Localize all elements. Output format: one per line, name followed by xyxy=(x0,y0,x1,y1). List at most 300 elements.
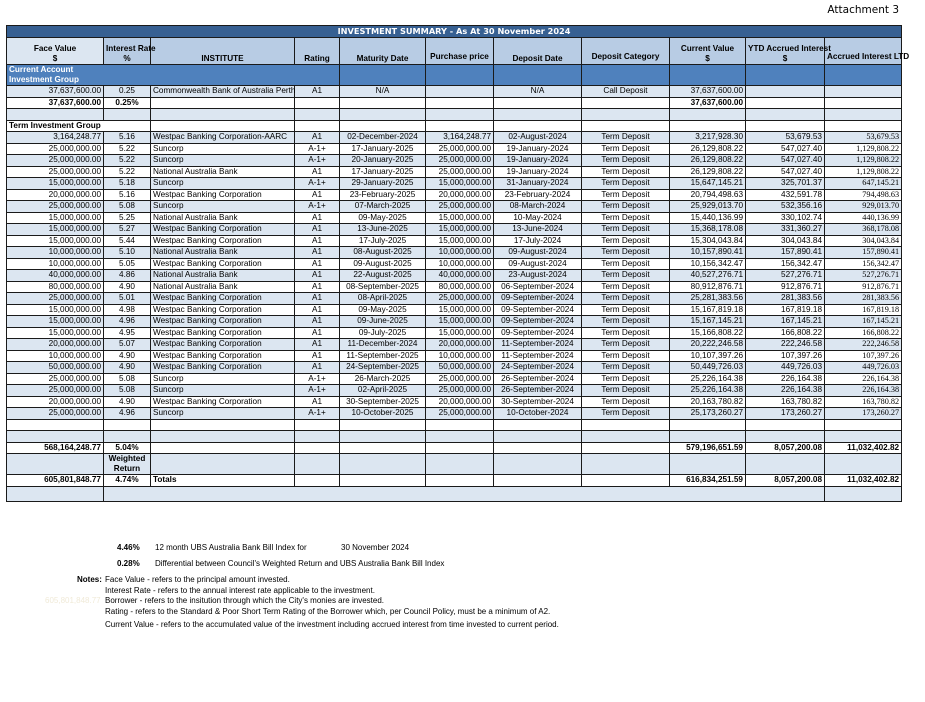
ytd-accrued-cell: 432,591.78 xyxy=(746,189,825,201)
rating-cell: A1 xyxy=(295,212,340,224)
header-deposit-date: Deposit Date xyxy=(494,37,582,65)
rate-cell: 5.22 xyxy=(104,166,151,178)
category-cell: Term Deposit xyxy=(582,224,670,236)
face-value-cell: 25,000,000.00 xyxy=(7,373,104,385)
face-value-cell: 37,637,600.00 xyxy=(7,86,104,98)
maturity-cell: 10-October-2025 xyxy=(340,408,426,420)
institute-cell: Suncorp xyxy=(151,143,295,155)
subtotal-current-value: 37,637,600.00 xyxy=(670,97,746,109)
rating-cell: A-1+ xyxy=(295,143,340,155)
face-value-cell: 80,000,000.00 xyxy=(7,281,104,293)
ytd-accrued-cell: 107,397.26 xyxy=(746,350,825,362)
rating-cell: A1 xyxy=(295,316,340,328)
term-investment-row xyxy=(7,293,902,305)
maturity-cell: 09-May-2025 xyxy=(340,212,426,224)
rating-cell: A-1+ xyxy=(295,178,340,190)
maturity-cell: 17-January-2025 xyxy=(340,143,426,155)
category-cell: Term Deposit xyxy=(582,143,670,155)
deposit-date-cell: 19-January-2024 xyxy=(494,143,582,155)
current-value-cell: 25,226,164.38 xyxy=(670,385,746,397)
current-value-cell: 37,637,600.00 xyxy=(670,86,746,98)
deposit-date-cell: 02-August-2024 xyxy=(494,132,582,144)
spacer-row xyxy=(7,419,902,431)
institute-cell: Westpac Banking Corporation xyxy=(151,224,295,236)
face-value-cell: 10,000,000.00 xyxy=(7,258,104,270)
deposit-date-cell: 24-September-2024 xyxy=(494,362,582,374)
institute-cell: Westpac Banking Corporation xyxy=(151,362,295,374)
face-value-cell: 20,000,000.00 xyxy=(7,339,104,351)
category-cell: Term Deposit xyxy=(582,327,670,339)
title-row xyxy=(7,26,902,38)
category-cell: Term Deposit xyxy=(582,304,670,316)
accrued-ltd-cell: 166,808.22 xyxy=(825,327,902,339)
deposit-date-cell: 10-October-2024 xyxy=(494,408,582,420)
maturity-cell: 17-January-2025 xyxy=(340,166,426,178)
attachment-label: Attachment 3 xyxy=(827,4,899,16)
deposit-date-cell: 13-June-2024 xyxy=(494,224,582,236)
term-investment-row xyxy=(7,189,902,201)
maturity-cell: 29-January-2025 xyxy=(340,178,426,190)
deposit-date-cell: 09-September-2024 xyxy=(494,316,582,328)
term-investment-row xyxy=(7,327,902,339)
current-value-cell: 20,163,780.82 xyxy=(670,396,746,408)
header-interest-rate: Interest Rate % xyxy=(104,37,151,65)
current-value-cell: 26,129,808.22 xyxy=(670,155,746,167)
current-value-cell: 10,157,890.41 xyxy=(670,247,746,259)
maturity-cell: 26-March-2025 xyxy=(340,373,426,385)
deposit-date-cell: 26-September-2024 xyxy=(494,373,582,385)
institute-cell: Westpac Banking Corporation xyxy=(151,339,295,351)
category-cell: Term Deposit xyxy=(582,316,670,328)
ytd-accrued-cell: 281,383.56 xyxy=(746,293,825,305)
differential-text: Differential between Council's Weighted Return and UBS Australia Bank Bill Index xyxy=(155,559,445,568)
term-group-label: Term Investment Group xyxy=(7,120,151,132)
benchmark-row xyxy=(117,543,410,552)
institute-cell: National Australia Bank xyxy=(151,212,295,224)
totals-current-value: 616,834,251.59 xyxy=(670,475,746,487)
rating-cell: A-1+ xyxy=(295,408,340,420)
term-investment-row xyxy=(7,235,902,247)
deposit-date-cell: 23-August-2024 xyxy=(494,270,582,282)
term-subtotal-row xyxy=(7,442,902,454)
maturity-cell: 08-September-2025 xyxy=(340,281,426,293)
term-subtotal-ltd: 11,032,402.82 xyxy=(825,442,902,454)
purchase-price-cell: 25,000,000.00 xyxy=(426,408,494,420)
maturity-cell: 08-April-2025 xyxy=(340,293,426,305)
purchase-price-cell: 15,000,000.00 xyxy=(426,224,494,236)
face-value-cell: 25,000,000.00 xyxy=(7,201,104,213)
weighted-return-label: Weighted Return xyxy=(104,454,151,475)
institute-cell: Suncorp xyxy=(151,178,295,190)
benchmark-text: 12 month UBS Australia Bank Bill Index for xyxy=(155,543,307,552)
rate-cell: 4.96 xyxy=(104,408,151,420)
rate-cell: 5.08 xyxy=(104,385,151,397)
current-value-cell: 25,281,383.56 xyxy=(670,293,746,305)
category-cell: Term Deposit xyxy=(582,189,670,201)
ytd-accrued-cell: 173,260.27 xyxy=(746,408,825,420)
institute-cell: Suncorp xyxy=(151,373,295,385)
rate-cell: 4.98 xyxy=(104,304,151,316)
header-row xyxy=(7,37,902,65)
deposit-date-cell: 10-May-2024 xyxy=(494,212,582,224)
term-investment-row xyxy=(7,247,902,259)
purchase-price-cell: 3,164,248.77 xyxy=(426,132,494,144)
category-cell: Term Deposit xyxy=(582,281,670,293)
institute-cell: Commonwealth Bank of Australia Perth xyxy=(151,86,295,98)
rate-cell: 5.08 xyxy=(104,201,151,213)
face-value-cell: 10,000,000.00 xyxy=(7,350,104,362)
rate-cell: 4.90 xyxy=(104,362,151,374)
accrued-ltd-cell: 368,178.08 xyxy=(825,224,902,236)
maturity-cell: 09-June-2025 xyxy=(340,316,426,328)
maturity-cell: 07-March-2025 xyxy=(340,201,426,213)
institute-cell: Westpac Banking Corporation xyxy=(151,235,295,247)
accrued-ltd-cell: 226,164.38 xyxy=(825,385,902,397)
category-cell: Term Deposit xyxy=(582,235,670,247)
term-subtotal-current-value: 579,196,651.59 xyxy=(670,442,746,454)
institute-cell: Suncorp xyxy=(151,201,295,213)
rating-cell: A-1+ xyxy=(295,373,340,385)
term-subtotal-ytd: 8,057,200.08 xyxy=(746,442,825,454)
ytd-accrued-cell: 547,027.40 xyxy=(746,143,825,155)
accrued-ltd-cell: 281,383.56 xyxy=(825,293,902,305)
term-investment-row xyxy=(7,258,902,270)
face-value-cell: 25,000,000.00 xyxy=(7,155,104,167)
accrued-ltd-cell: 226,164.38 xyxy=(825,373,902,385)
current-value-cell: 80,912,876.71 xyxy=(670,281,746,293)
header-deposit-category: Deposit Category xyxy=(582,37,670,65)
face-value-cell: 25,000,000.00 xyxy=(7,293,104,305)
note-rating: Rating - refers to the Standard & Poor Short Term Rating of the Borrower which, per Council Policy, must be a minimum of A2. xyxy=(105,606,551,616)
current-value-cell: 20,222,246.58 xyxy=(670,339,746,351)
differential-row xyxy=(117,559,445,568)
purchase-price-cell: 25,000,000.00 xyxy=(426,385,494,397)
institute-cell: Westpac Banking Corporation xyxy=(151,189,295,201)
current-value-cell: 15,304,043.84 xyxy=(670,235,746,247)
purchase-price-cell: 10,000,000.00 xyxy=(426,350,494,362)
current-value-cell: 25,226,164.38 xyxy=(670,373,746,385)
note-current-value: Current Value - refers to the accumulated value of the investment including accrued interest from time invested to current period. xyxy=(105,620,559,629)
maturity-cell: 09-August-2025 xyxy=(340,258,426,270)
rate-cell: 5.22 xyxy=(104,143,151,155)
rating-cell: A1 xyxy=(295,281,340,293)
accrued-ltd-cell: 1,129,808.22 xyxy=(825,155,902,167)
ytd-accrued-cell: 330,102.74 xyxy=(746,212,825,224)
category-cell: Term Deposit xyxy=(582,339,670,351)
purchase-price-cell: 25,000,000.00 xyxy=(426,155,494,167)
accrued-ltd-cell: 107,397.26 xyxy=(825,350,902,362)
rating-cell: A1 xyxy=(295,247,340,259)
face-value-cell: 15,000,000.00 xyxy=(7,316,104,328)
deposit-date-cell: 11-September-2024 xyxy=(494,350,582,362)
purchase-price-cell: 15,000,000.00 xyxy=(426,212,494,224)
rating-cell: A-1+ xyxy=(295,155,340,167)
face-value-cell: 3,164,248.77 xyxy=(7,132,104,144)
totals-rate: 4.74% xyxy=(104,475,151,487)
notes-section xyxy=(45,575,559,629)
rate-cell: 5.22 xyxy=(104,155,151,167)
current-value-cell: 40,527,276.71 xyxy=(670,270,746,282)
category-cell: Term Deposit xyxy=(582,212,670,224)
header-rating: Rating xyxy=(295,37,340,65)
rate-cell: 4.96 xyxy=(104,316,151,328)
deposit-date-cell: 11-September-2024 xyxy=(494,339,582,351)
rate-cell: 5.25 xyxy=(104,212,151,224)
purchase-price-cell: 25,000,000.00 xyxy=(426,166,494,178)
weighted-return-row xyxy=(7,454,902,475)
maturity-cell: 11-September-2025 xyxy=(340,350,426,362)
rate-cell: 5.18 xyxy=(104,178,151,190)
maturity-cell: 20-January-2025 xyxy=(340,155,426,167)
current-account-group-label: Current Account Investment Group xyxy=(7,65,295,86)
ytd-accrued-cell: 167,819.18 xyxy=(746,304,825,316)
rating-cell: A1 xyxy=(295,86,340,98)
term-investment-row xyxy=(7,408,902,420)
header-face-value: Face Value $ xyxy=(7,37,104,65)
purchase-price-cell: 15,000,000.00 xyxy=(426,235,494,247)
deposit-date-cell: 09-September-2024 xyxy=(494,327,582,339)
accrued-ltd-cell: 794,498.63 xyxy=(825,189,902,201)
term-investment-row xyxy=(7,178,902,190)
category-cell: Term Deposit xyxy=(582,362,670,374)
accrued-ltd-cell: 440,136.99 xyxy=(825,212,902,224)
ytd-accrued-cell: 912,876.71 xyxy=(746,281,825,293)
maturity-cell: 02-April-2025 xyxy=(340,385,426,397)
totals-face-value: 605,801,848.77 xyxy=(7,475,104,487)
category-cell: Call Deposit xyxy=(582,86,670,98)
purchase-price-cell: 25,000,000.00 xyxy=(426,201,494,213)
ghost-total-value: 605,801,848.77 xyxy=(45,596,101,605)
institute-cell: Westpac Banking Corporation-AARC xyxy=(151,132,295,144)
term-investment-row xyxy=(7,339,902,351)
accrued-ltd-cell: 173,260.27 xyxy=(825,408,902,420)
rating-cell: A1 xyxy=(295,293,340,305)
footer-spacer-row xyxy=(7,486,902,501)
term-investment-row xyxy=(7,201,902,213)
face-value-cell: 15,000,000.00 xyxy=(7,235,104,247)
ytd-accrued-cell: 226,164.38 xyxy=(746,385,825,397)
ytd-accrued-cell: 167,145.21 xyxy=(746,316,825,328)
purchase-price-cell: 20,000,000.00 xyxy=(426,339,494,351)
ytd-accrued-cell: 532,356.16 xyxy=(746,201,825,213)
term-investment-row xyxy=(7,155,902,167)
rate-cell: 5.44 xyxy=(104,235,151,247)
category-cell: Term Deposit xyxy=(582,132,670,144)
notes-label: Notes: xyxy=(77,575,102,584)
maturity-cell: N/A xyxy=(340,86,426,98)
rate-cell: 5.16 xyxy=(104,189,151,201)
institute-cell: Suncorp xyxy=(151,408,295,420)
current-value-cell: 15,167,145.21 xyxy=(670,316,746,328)
ytd-accrued-cell: 53,679.53 xyxy=(746,132,825,144)
ytd-accrued-cell: 157,890.41 xyxy=(746,247,825,259)
header-ytd-accrued: YTD Accrued Interest $ xyxy=(746,37,825,65)
rating-cell: A1 xyxy=(295,270,340,282)
ytd-accrued-cell: 166,808.22 xyxy=(746,327,825,339)
rating-cell: A1 xyxy=(295,224,340,236)
rating-cell: A1 xyxy=(295,189,340,201)
purchase-price-cell: 40,000,000.00 xyxy=(426,270,494,282)
rate-cell: 5.01 xyxy=(104,293,151,305)
benchmark-date: 30 November 2024 xyxy=(341,543,410,552)
ytd-accrued-cell: 527,276.71 xyxy=(746,270,825,282)
accrued-ltd-cell: 157,890.41 xyxy=(825,247,902,259)
accrued-ltd-cell: 912,876.71 xyxy=(825,281,902,293)
ytd-accrued-cell: 156,342.47 xyxy=(746,258,825,270)
institute-cell: Westpac Banking Corporation xyxy=(151,293,295,305)
purchase-price-cell: 15,000,000.00 xyxy=(426,178,494,190)
subtotal-face-value: 37,637,600.00 xyxy=(7,97,104,109)
accrued-ltd-cell: 1,129,808.22 xyxy=(825,143,902,155)
face-value-cell: 25,000,000.00 xyxy=(7,408,104,420)
rate-cell: 4.90 xyxy=(104,350,151,362)
term-investment-row xyxy=(7,304,902,316)
rating-cell: A1 xyxy=(295,339,340,351)
maturity-cell: 02-December-2024 xyxy=(340,132,426,144)
rating-cell: A1 xyxy=(295,304,340,316)
rate-cell: 5.27 xyxy=(104,224,151,236)
deposit-date-cell: 31-January-2024 xyxy=(494,178,582,190)
current-value-cell: 26,129,808.22 xyxy=(670,166,746,178)
deposit-date-cell: 08-March-2024 xyxy=(494,201,582,213)
term-investment-row xyxy=(7,350,902,362)
face-value-cell: 15,000,000.00 xyxy=(7,304,104,316)
face-value-cell: 50,000,000.00 xyxy=(7,362,104,374)
totals-label: Totals xyxy=(151,475,295,487)
accrued-ltd-cell: 1,129,808.22 xyxy=(825,166,902,178)
deposit-date-cell: N/A xyxy=(494,86,582,98)
term-investment-row xyxy=(7,396,902,408)
deposit-date-cell: 17-July-2024 xyxy=(494,235,582,247)
institute-cell: Westpac Banking Corporation xyxy=(151,327,295,339)
face-value-cell: 15,000,000.00 xyxy=(7,212,104,224)
term-investment-row xyxy=(7,270,902,282)
institute-cell: National Australia Bank xyxy=(151,281,295,293)
term-investment-row xyxy=(7,281,902,293)
current-value-cell: 15,167,819.18 xyxy=(670,304,746,316)
page-title: INVESTMENT SUMMARY - As At 30 November 2024 xyxy=(7,26,902,38)
institute-cell: Westpac Banking Corporation xyxy=(151,316,295,328)
deposit-date-cell: 23-February-2024 xyxy=(494,189,582,201)
term-group-row xyxy=(7,120,902,132)
accrued-ltd-cell: 156,342.47 xyxy=(825,258,902,270)
face-value-cell: 20,000,000.00 xyxy=(7,396,104,408)
category-cell: Term Deposit xyxy=(582,396,670,408)
spacer-row xyxy=(7,109,902,121)
ytd-accrued-cell: 325,701.37 xyxy=(746,178,825,190)
deposit-date-cell: 30-September-2024 xyxy=(494,396,582,408)
face-value-cell: 10,000,000.00 xyxy=(7,247,104,259)
current-value-cell: 15,368,178.08 xyxy=(670,224,746,236)
rating-cell: A-1+ xyxy=(295,201,340,213)
header-maturity-date: Maturity Date xyxy=(340,37,426,65)
term-investment-row xyxy=(7,143,902,155)
rate-cell: 4.95 xyxy=(104,327,151,339)
accrued-ltd-cell: 53,679.53 xyxy=(825,132,902,144)
note-interest-rate: Interest Rate - refers to the annual interest rate applicable to the investment. xyxy=(105,585,375,595)
note-borrower: Borrower - refers to the insitution through which the City's monies are invested. xyxy=(105,596,384,605)
rating-cell: A1 xyxy=(295,327,340,339)
rating-cell: A1 xyxy=(295,396,340,408)
accrued-ltd-cell: 929,013.70 xyxy=(825,201,902,213)
institute-cell: Suncorp xyxy=(151,385,295,397)
rate-cell: 4.86 xyxy=(104,270,151,282)
ytd-accrued-cell: 547,027.40 xyxy=(746,166,825,178)
accrued-ltd-cell: 163,780.82 xyxy=(825,396,902,408)
institute-cell: Westpac Banking Corporation xyxy=(151,304,295,316)
totals-ltd: 11,032,402.82 xyxy=(825,475,902,487)
institute-cell: National Australia Bank xyxy=(151,270,295,282)
category-cell: Term Deposit xyxy=(582,155,670,167)
ytd-accrued-cell: 547,027.40 xyxy=(746,155,825,167)
investment-summary-table xyxy=(6,25,910,502)
current-account-row xyxy=(7,86,902,98)
term-investment-row xyxy=(7,224,902,236)
rate-cell: 0.25 xyxy=(104,86,151,98)
category-cell: Term Deposit xyxy=(582,385,670,397)
purchase-price-cell: 25,000,000.00 xyxy=(426,293,494,305)
purchase-price-cell: 25,000,000.00 xyxy=(426,373,494,385)
purchase-price-cell: 15,000,000.00 xyxy=(426,316,494,328)
ytd-accrued-cell: 222,246.58 xyxy=(746,339,825,351)
current-account-group-row xyxy=(7,65,902,86)
rate-cell: 5.05 xyxy=(104,258,151,270)
rate-cell: 5.10 xyxy=(104,247,151,259)
maturity-cell: 17-July-2025 xyxy=(340,235,426,247)
purchase-price-cell: 50,000,000.00 xyxy=(426,362,494,374)
institute-cell: Westpac Banking Corporation xyxy=(151,350,295,362)
institute-cell: Suncorp xyxy=(151,155,295,167)
current-value-cell: 15,166,808.22 xyxy=(670,327,746,339)
maturity-cell: 13-June-2025 xyxy=(340,224,426,236)
maturity-cell: 09-May-2025 xyxy=(340,304,426,316)
face-value-cell: 40,000,000.00 xyxy=(7,270,104,282)
accrued-ltd-cell: 167,819.18 xyxy=(825,304,902,316)
maturity-cell: 23-February-2025 xyxy=(340,189,426,201)
ytd-accrued-cell: 331,360.27 xyxy=(746,224,825,236)
rate-cell: 5.16 xyxy=(104,132,151,144)
institute-cell: National Australia Bank xyxy=(151,166,295,178)
accrued-ltd-cell: 167,145.21 xyxy=(825,316,902,328)
term-investment-row xyxy=(7,316,902,328)
totals-row xyxy=(7,475,902,487)
face-value-cell: 15,000,000.00 xyxy=(7,178,104,190)
category-cell: Term Deposit xyxy=(582,293,670,305)
category-cell: Term Deposit xyxy=(582,373,670,385)
header-institute: INSTITUTE xyxy=(151,37,295,65)
purchase-price-cell: 15,000,000.00 xyxy=(426,304,494,316)
deposit-date-cell: 09-August-2024 xyxy=(494,258,582,270)
totals-ytd: 8,057,200.08 xyxy=(746,475,825,487)
current-value-cell: 10,156,342.47 xyxy=(670,258,746,270)
maturity-cell: 08-August-2025 xyxy=(340,247,426,259)
maturity-cell: 11-December-2024 xyxy=(340,339,426,351)
current-value-cell: 25,929,013.70 xyxy=(670,201,746,213)
face-value-cell: 25,000,000.00 xyxy=(7,385,104,397)
header-accrued-ltd: Accrued Interest LTD xyxy=(825,37,902,65)
deposit-date-cell: 19-January-2024 xyxy=(494,166,582,178)
purchase-price-cell: 25,000,000.00 xyxy=(426,143,494,155)
deposit-date-cell: 09-August-2024 xyxy=(494,247,582,259)
category-cell: Term Deposit xyxy=(582,178,670,190)
rating-cell: A-1+ xyxy=(295,385,340,397)
header-current-value: Current Value $ xyxy=(670,37,746,65)
rating-cell: A1 xyxy=(295,166,340,178)
rating-cell: A1 xyxy=(295,258,340,270)
rate-cell: 5.08 xyxy=(104,373,151,385)
face-value-cell: 25,000,000.00 xyxy=(7,143,104,155)
note-face-value: Face Value - refers to the principal amount invested. xyxy=(105,575,290,584)
